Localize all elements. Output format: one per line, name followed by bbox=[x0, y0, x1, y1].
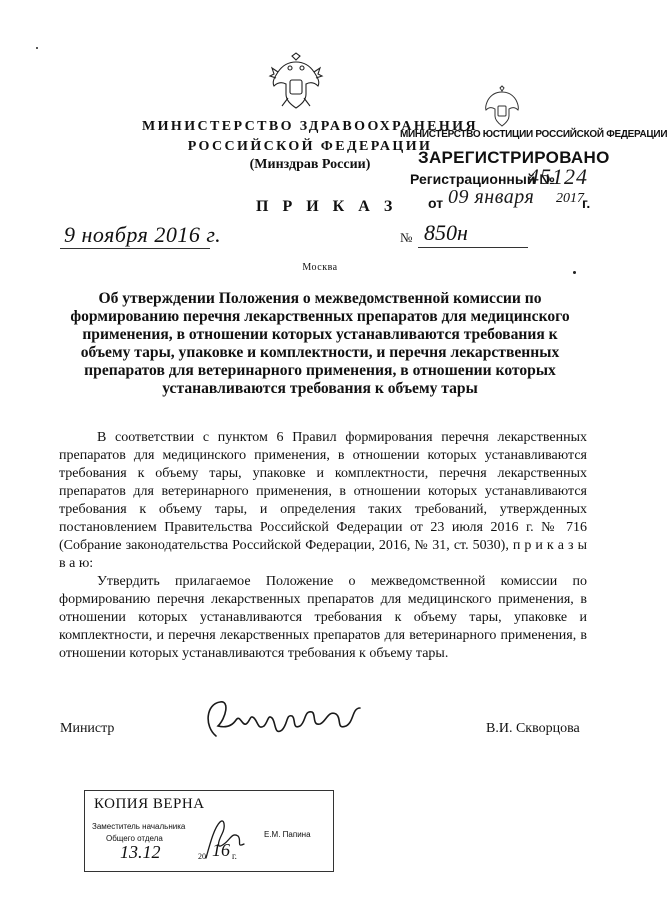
document-title: Об утверждении Положения о межведомственной комиссии по формированию перечня лекарственных препаратов для медицинского применения, в отношении которых устанавливаются требования к объему тары, упаковке и комплектности, и перечня лекарственных препаратов для ветеринарного применения, в отношении которых устанавливаются требования к объему тары bbox=[70, 290, 570, 397]
body-paragraph-1: В соответствии с пунктом 6 Правил формирования перечня лекарственных препаратов для медицинского применения, в отношении которых устанавливаются требования к объему тары, упаковке и комплектности, перечня лекарственных препаратов для ветеринарного применения, в отношении которых устанавливаются требования к объему тары, и определения таких требований, утвержденных постановлением Правительства Российской Федерации от 23 июля 2016 г. № 716 (Собрание законодательства Российской Федерации, 2016, № 31, ст. 5030), п р и к а з ы в а ю: bbox=[59, 430, 587, 571]
copy-stamp-date: 13.12 bbox=[120, 842, 161, 862]
signatory-name: В.И. Скворцова bbox=[486, 721, 580, 736]
registration-title: ЗАРЕГИСТРИРОВАНО bbox=[418, 148, 610, 167]
registration-number-value: 45124 bbox=[528, 164, 588, 189]
registration-header: МИНИСТЕРСТВО ЮСТИЦИИ РОССИЙСКОЙ ФЕДЕРАЦИИ bbox=[400, 129, 667, 140]
registration-date-value: 09 января bbox=[448, 186, 535, 208]
signatory-position: Министр bbox=[60, 721, 115, 736]
russian-eagle-emblem-icon bbox=[268, 52, 324, 112]
handwritten-signature bbox=[196, 696, 380, 752]
copy-stamp-position-line2: Общего отдела bbox=[106, 834, 163, 843]
order-number-value: 850н bbox=[424, 220, 468, 245]
order-number-underline bbox=[418, 247, 528, 248]
registration-date-year: 2017 bbox=[556, 191, 584, 206]
copy-stamp-signature bbox=[196, 814, 250, 864]
registration-emblem-icon bbox=[480, 86, 524, 130]
order-number-label: № bbox=[400, 230, 413, 245]
order-date-underline bbox=[60, 248, 210, 249]
registration-number-label: Регистрационный № bbox=[410, 171, 555, 187]
registration-date-label: от bbox=[428, 195, 444, 211]
ministry-name-line2: РОССИЙСКОЙ ФЕДЕРАЦИИ bbox=[187, 139, 433, 154]
body-paragraph-2: Утвердить прилагаемое Положение о межведомственной комиссии по формированию перечня лекарственных препаратов для медицинского применения, в отношении которых устанавливаются требования к объему тары, упаковке и комплектности, и перечня лекарственных препаратов для ветеринарного применения, в отношении которых устанавливаются требования к объему тары. bbox=[59, 574, 587, 661]
order-type: П Р И К А З bbox=[256, 198, 398, 215]
copy-stamp-name: Е.М. Папина bbox=[264, 830, 311, 839]
ministry-short-name: (Минздрав России) bbox=[249, 157, 371, 172]
ink-dot bbox=[573, 271, 576, 274]
ministry-name-line1: МИНИСТЕРСТВО ЗДРАВООХРАНЕНИЯ bbox=[142, 119, 478, 134]
copy-stamp-suffix: г. bbox=[232, 851, 237, 861]
copy-stamp-title: КОПИЯ ВЕРНА bbox=[94, 796, 205, 812]
order-city: Москва bbox=[302, 262, 338, 273]
copy-stamp-year: 16 bbox=[212, 840, 230, 860]
copy-stamp-position-line1: Заместитель начальника bbox=[92, 822, 186, 831]
ink-dot bbox=[36, 47, 38, 49]
order-date: 9 ноября 2016 г. bbox=[64, 222, 222, 247]
copy-stamp-year-prefix: 20 bbox=[198, 852, 206, 861]
registration-date-suffix: г. bbox=[582, 195, 591, 211]
